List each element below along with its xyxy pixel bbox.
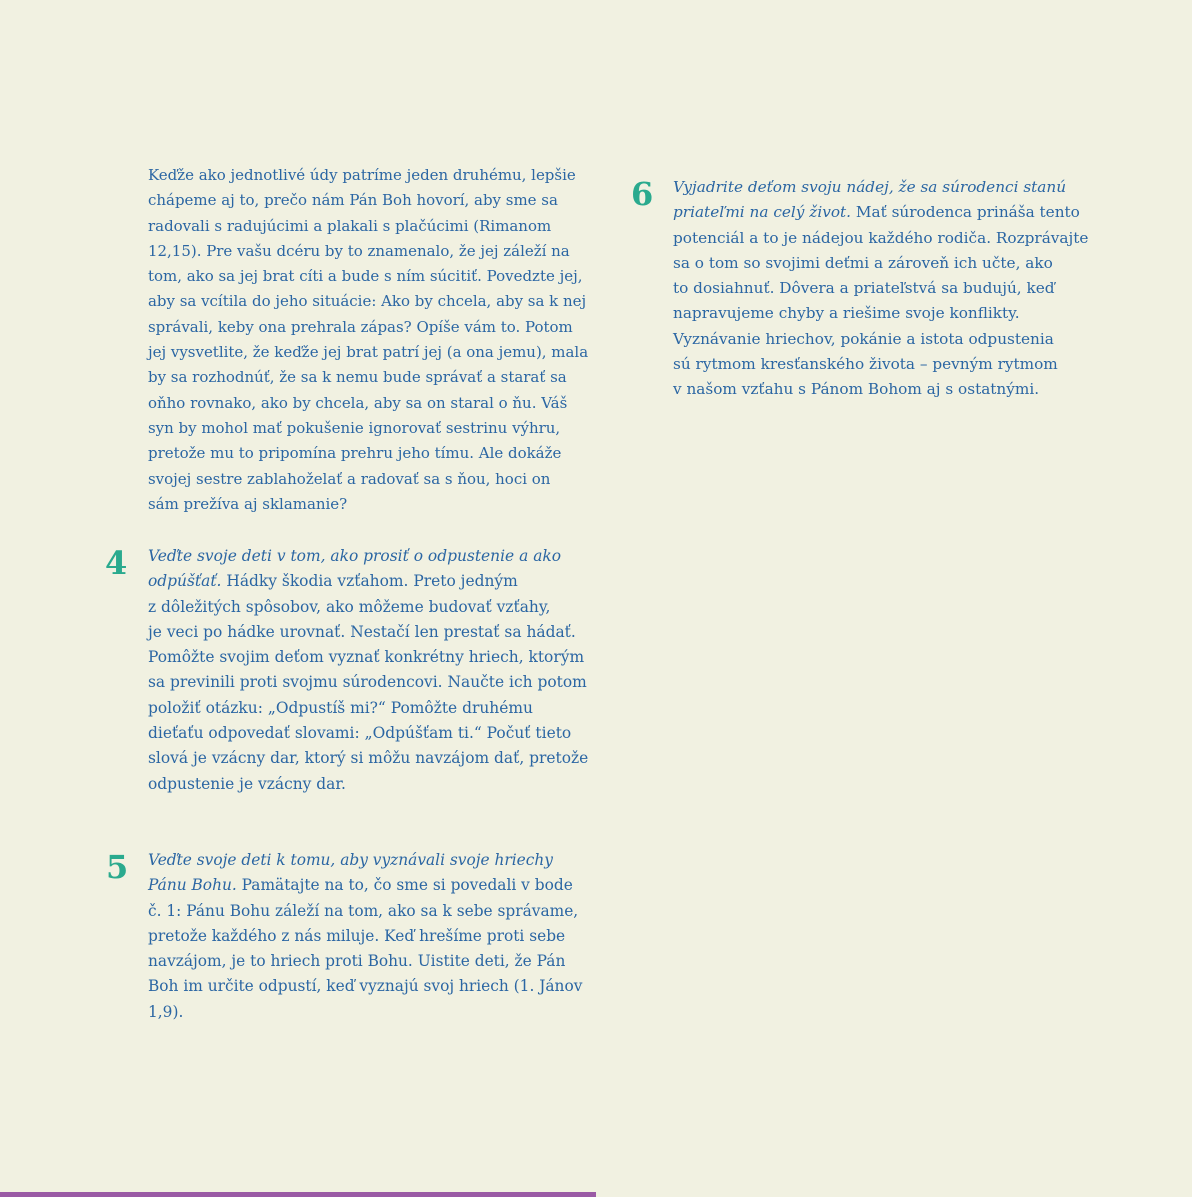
section-body-text: potenciál a to je nádejou každého rodiča. Rozprávajte [673,228,1089,247]
section-body-text: sú rytmom kresťanského života – pevným rytmom [673,355,1058,374]
intro-line: sám prežíva aj sklamanie? [148,494,348,513]
section-line [673,175,1088,200]
section-body-text: navzájom, je to hriech proti Bohu. Uistite deti, že Pán [148,952,566,971]
section-body-text: napravujeme chyby a riešime svoje konflikty. [673,304,1020,323]
section-body-text: Pamätajte na to, čo sme si povedali v bode [236,876,573,895]
section-line [148,595,588,620]
section-heading-text: Veďte svoje deti v tom, ako prosiť o odpustenie a ako [148,547,562,565]
section-body-text: pretože každého z nás miluje. Keď hrešíme proti sebe [148,926,566,945]
section-5-paragraph [148,848,582,1025]
section-body-text: sa previnili proti svojmu súrodencovi. Naučte ich potom [148,673,587,692]
intro-line: aby sa vcítila do jeho situácie: Ako by chcela, aby sa k nej [148,292,587,311]
section-body-text: je veci po hádke urovnať. Nestačí len prestať sa hádať. [148,622,576,641]
intro-line: Keďže ako jednotlivé údy patríme jeden druhému, lepšie [148,166,576,184]
section-body-text: Boh im určite odpustí, keď vyznajú svoj hriech (1. Jánov [148,977,583,996]
section-line [673,226,1088,251]
section-line [148,746,588,771]
section-heading-text: Pánu Bohu. [148,876,237,895]
section-line [148,924,582,949]
section-body-text: Hádky škodia vzťahom. Preto jedným [221,572,518,591]
section-body-text: Mať súrodenca prináša tento [851,203,1080,222]
section-body-text: to dosiahnuť. Dôvera a priateľstvá sa budujú, keď [673,279,1055,298]
intro-line: radovali s radujúcimi a plakali s plačúcimi (Rimanom [148,216,552,235]
bottom-accent-bar [0,1192,596,1197]
section-line [148,1000,582,1025]
section-body-text: sa o tom so svojimi deťmi a zároveň ich učte, ako [673,253,1053,272]
section-body-text: v našom vzťahu s Pánom Bohom aj s ostatnými. [673,380,1040,399]
section-line [148,569,588,594]
section-body-text: 1,9). [148,1002,184,1021]
section-line [148,899,582,924]
section-body-text: odpustenie je vzácny dar. [148,774,346,793]
section-line [673,352,1088,377]
intro-line: pretože mu to pripomína prehru jeho tímu. Ale dokáže [148,444,562,463]
section-body-text: Pomôžte svojim deťom vyznať konkrétny hriech, ktorým [148,648,585,667]
intro-line: svojej sestre zablahoželať a radovať sa s ňou, hoci on [148,469,551,488]
section-line [673,200,1088,225]
intro-line: by sa rozhodnúť, že sa k nemu bude správať a starať sa [148,368,567,387]
section-body-text: č. 1: Pánu Bohu záleží na tom, ako sa k sebe správame, [148,901,579,920]
section-heading-text: odpúšťať. [148,572,222,591]
section-number-5: 5 [106,848,129,886]
section-line [148,949,582,974]
section-line [148,772,588,797]
section-line [148,848,582,873]
section-line [148,544,588,569]
section-line [673,327,1088,352]
section-heading-text: Veďte svoje deti k tomu, aby vyznávali svoje hriechy [148,851,553,869]
section-number-6: 6 [631,175,654,213]
intro-line: tom, ako sa jej brat cíti a bude s ním súcitiť. Povedzte jej, [148,267,583,286]
section-line [673,301,1088,326]
section-number-4: 4 [105,544,128,582]
section-line [148,670,588,695]
section-body-text: Vyznávanie hriechov, pokánie a istota odpustenia [673,329,1054,348]
section-line [673,251,1088,276]
section-line [673,377,1088,402]
intro-paragraph [148,163,588,517]
intro-line: jej vysvetlite, že keďže jej brat patrí jej (a ona jemu), mala [148,343,589,362]
section-4-paragraph [148,544,588,797]
section-line [148,974,582,999]
intro-line: 12,15). Pre vašu dcéru by to znamenalo, že jej záleží na [148,241,570,260]
section-line [148,873,582,898]
intro-line: syn by mohol mať pokušenie ignorovať sestrinu výhru, [148,418,561,437]
intro-line: chápeme aj to, prečo nám Pán Boh hovorí, aby sme sa [148,191,558,210]
section-heading-text: priateľmi na celý život. [673,203,851,222]
section-6-paragraph [673,175,1088,403]
section-body-text: položiť otázku: „Odpustíš mi?“ Pomôžte druhému [148,698,533,717]
section-body-text: z dôležitých spôsobov, ako môžeme budovať vzťahy, [148,597,551,616]
section-line [148,620,588,645]
section-line [148,721,588,746]
section-line [673,276,1088,301]
intro-line: oňho rovnako, ako by chcela, aby sa on staral o ňu. Váš [148,393,568,412]
section-body-text: slová je vzácny dar, ktorý si môžu navzájom dať, pretože [148,749,589,768]
section-line [148,696,588,721]
section-heading-text: Vyjadrite deťom svoju nádej, že sa súrodenci stanú [673,178,1067,196]
section-body-text: dieťaťu odpovedať slovami: „Odpúšťam ti.“ Počuť tieto [148,724,572,743]
intro-line: správali, keby ona prehrala zápas? Opíše vám to. Potom [148,317,573,336]
section-line [148,645,588,670]
